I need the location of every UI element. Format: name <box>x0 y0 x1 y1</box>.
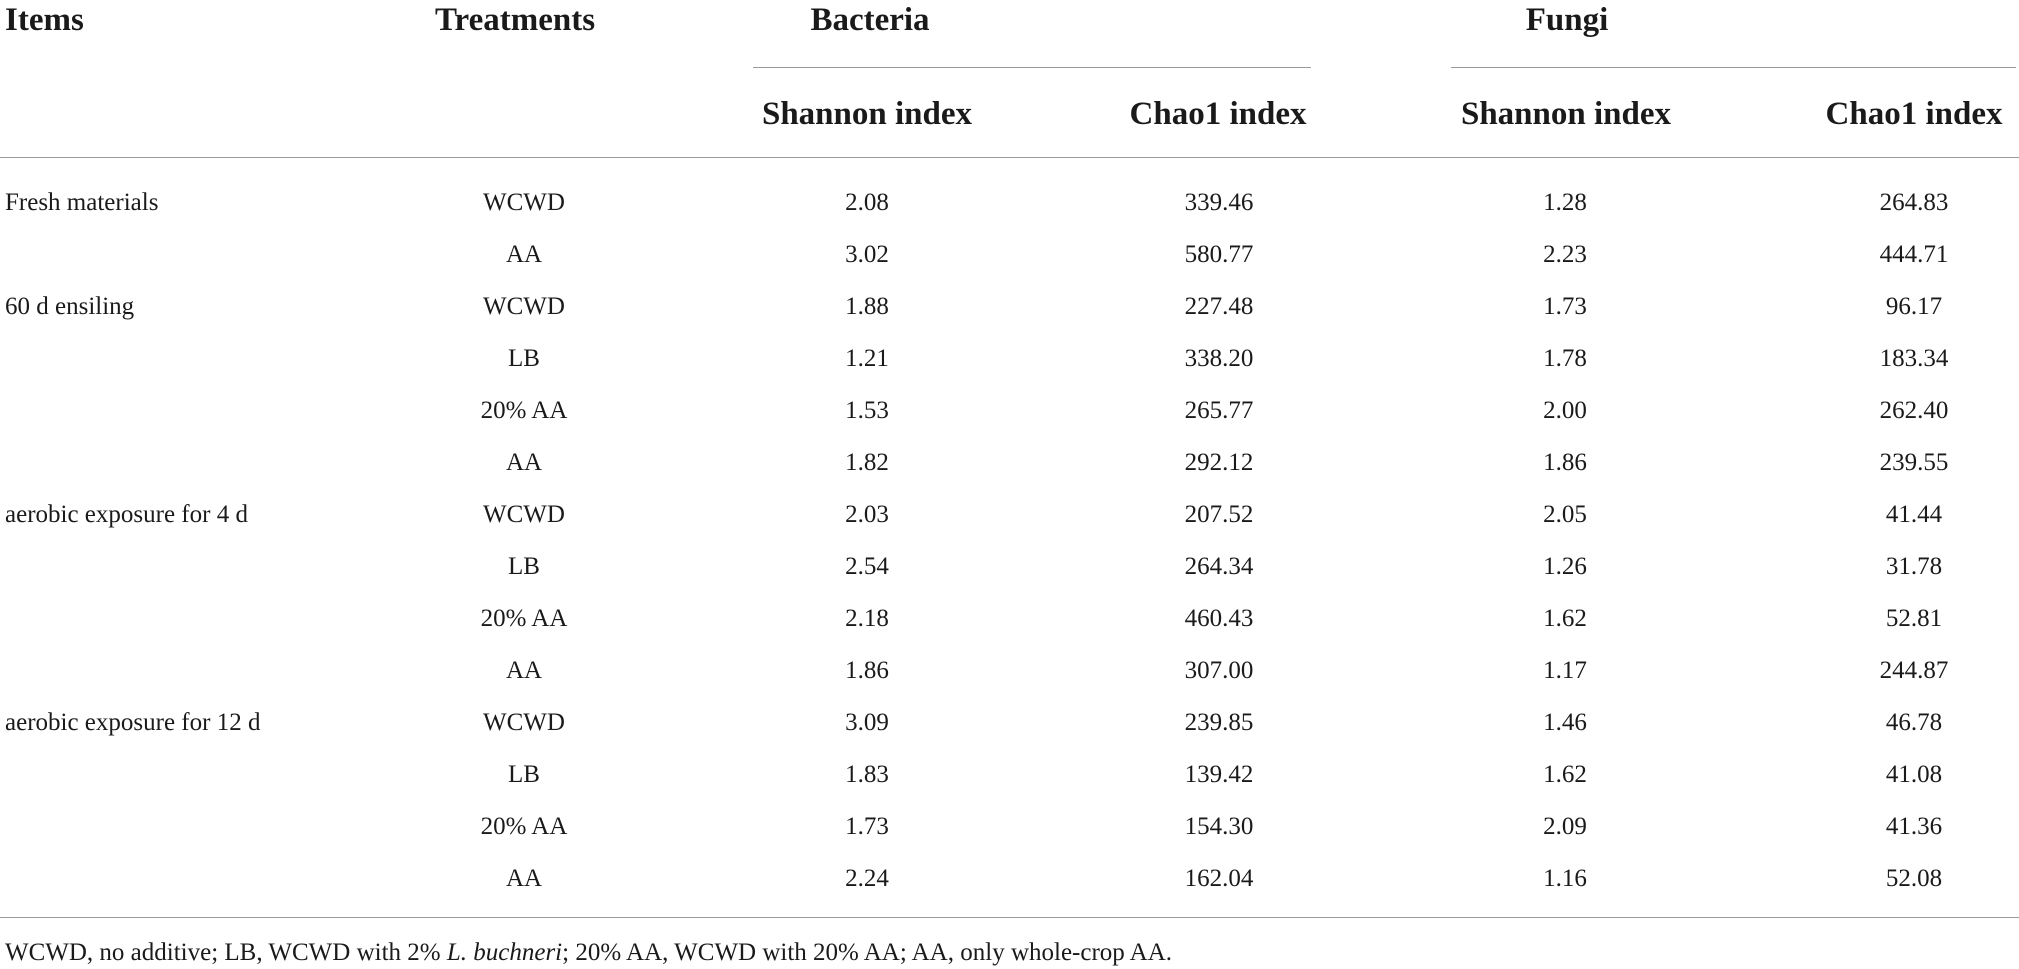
cell-treatment: 20% AA <box>480 605 568 632</box>
cell-bac-chao1: 460.43 <box>1184 605 1254 632</box>
cell-bac-shannon: 2.18 <box>845 605 889 632</box>
cell-item: 60 d ensiling <box>5 293 135 320</box>
header-fungi-shannon: Shannon index <box>1460 96 1672 132</box>
cell-bac-shannon: 1.83 <box>845 761 889 788</box>
footnote-text-1: WCWD, no additive; LB, WCWD with 2% <box>5 939 447 966</box>
cell-bac-chao1: 339.46 <box>1184 189 1254 216</box>
header-fungi: Fungi <box>1525 2 1609 38</box>
cell-treatment: AA <box>505 241 543 268</box>
header-bacteria-shannon: Shannon index <box>761 96 973 132</box>
cell-treatment: AA <box>505 865 543 892</box>
header-bottom-rule <box>0 157 2019 158</box>
bacteria-group-rule <box>753 67 1311 68</box>
cell-fun-shannon: 2.00 <box>1543 397 1587 424</box>
cell-fun-shannon: 2.23 <box>1543 241 1587 268</box>
cell-bac-chao1: 580.77 <box>1184 241 1254 268</box>
cell-bac-shannon: 1.82 <box>845 449 889 476</box>
cell-bac-chao1: 338.20 <box>1184 345 1254 372</box>
cell-fun-chao1: 264.83 <box>1879 189 1949 216</box>
header-fungi-chao1: Chao1 index <box>1825 96 2003 132</box>
cell-fun-shannon: 1.17 <box>1543 657 1587 684</box>
cell-fun-chao1: 41.44 <box>1885 501 1943 528</box>
cell-fun-shannon: 2.05 <box>1543 501 1587 528</box>
cell-fun-shannon: 1.26 <box>1543 553 1587 580</box>
footnote-text-2: ; 20% AA, WCWD with 20% AA; AA, only whole-crop AA. <box>562 939 1173 966</box>
header-items: Items <box>5 2 84 38</box>
cell-bac-shannon: 1.88 <box>845 293 889 320</box>
cell-fun-chao1: 96.17 <box>1885 293 1943 320</box>
header-bacteria-chao1: Chao1 index <box>1129 96 1307 132</box>
cell-treatment: LB <box>508 553 540 580</box>
table-footnote <box>5 940 1172 965</box>
cell-fun-shannon: 1.86 <box>1543 449 1587 476</box>
header-bacteria: Bacteria <box>810 2 930 38</box>
cell-fun-chao1: 262.40 <box>1879 397 1949 424</box>
cell-bac-shannon: 1.86 <box>845 657 889 684</box>
cell-treatment: AA <box>505 449 543 476</box>
cell-treatment: WCWD <box>483 293 565 320</box>
cell-treatment: WCWD <box>483 501 565 528</box>
cell-fun-shannon: 2.09 <box>1543 813 1587 840</box>
cell-fun-shannon: 1.16 <box>1543 865 1587 892</box>
cell-item: aerobic exposure for 4 d <box>5 501 248 528</box>
fungi-group-rule <box>1451 67 2016 68</box>
cell-treatment: WCWD <box>483 189 565 216</box>
cell-fun-chao1: 183.34 <box>1879 345 1949 372</box>
cell-treatment: LB <box>508 345 540 372</box>
cell-bac-chao1: 307.00 <box>1184 657 1254 684</box>
cell-bac-chao1: 154.30 <box>1184 813 1254 840</box>
cell-bac-chao1: 162.04 <box>1184 865 1254 892</box>
cell-bac-shannon: 3.09 <box>845 709 889 736</box>
cell-treatment: 20% AA <box>480 813 568 840</box>
cell-bac-shannon: 1.73 <box>845 813 889 840</box>
cell-bac-chao1: 239.85 <box>1184 709 1254 736</box>
cell-fun-shannon: 1.62 <box>1543 605 1587 632</box>
cell-fun-chao1: 41.08 <box>1885 761 1943 788</box>
cell-fun-chao1: 52.08 <box>1885 865 1943 892</box>
cell-bac-chao1: 265.77 <box>1184 397 1254 424</box>
cell-bac-chao1: 292.12 <box>1184 449 1254 476</box>
footnote-species: L. buchneri <box>446 939 563 966</box>
cell-bac-chao1: 227.48 <box>1184 293 1254 320</box>
cell-item: Fresh materials <box>5 189 159 216</box>
cell-bac-shannon: 3.02 <box>845 241 889 268</box>
cell-fun-shannon: 1.28 <box>1543 189 1587 216</box>
cell-bac-chao1: 264.34 <box>1184 553 1254 580</box>
table-bottom-rule <box>0 917 2019 918</box>
cell-treatment: LB <box>508 761 540 788</box>
cell-fun-chao1: 41.36 <box>1885 813 1943 840</box>
cell-fun-chao1: 444.71 <box>1879 241 1949 268</box>
cell-fun-shannon: 1.46 <box>1543 709 1587 736</box>
cell-bac-chao1: 139.42 <box>1184 761 1254 788</box>
cell-fun-shannon: 1.62 <box>1543 761 1587 788</box>
cell-fun-chao1: 239.55 <box>1879 449 1949 476</box>
cell-treatment: WCWD <box>483 709 565 736</box>
cell-bac-shannon: 1.53 <box>845 397 889 424</box>
cell-bac-shannon: 2.54 <box>845 553 889 580</box>
cell-fun-chao1: 52.81 <box>1885 605 1943 632</box>
cell-treatment: AA <box>505 657 543 684</box>
cell-bac-shannon: 2.24 <box>845 865 889 892</box>
cell-bac-shannon: 1.21 <box>845 345 889 372</box>
cell-bac-shannon: 2.08 <box>845 189 889 216</box>
cell-bac-chao1: 207.52 <box>1184 501 1254 528</box>
cell-fun-chao1: 46.78 <box>1885 709 1943 736</box>
cell-fun-shannon: 1.73 <box>1543 293 1587 320</box>
cell-item: aerobic exposure for 12 d <box>5 709 261 736</box>
cell-fun-chao1: 31.78 <box>1885 553 1943 580</box>
cell-bac-shannon: 2.03 <box>845 501 889 528</box>
header-treatments: Treatments <box>435 2 596 38</box>
cell-treatment: 20% AA <box>480 397 568 424</box>
cell-fun-shannon: 1.78 <box>1543 345 1587 372</box>
cell-fun-chao1: 244.87 <box>1879 657 1949 684</box>
